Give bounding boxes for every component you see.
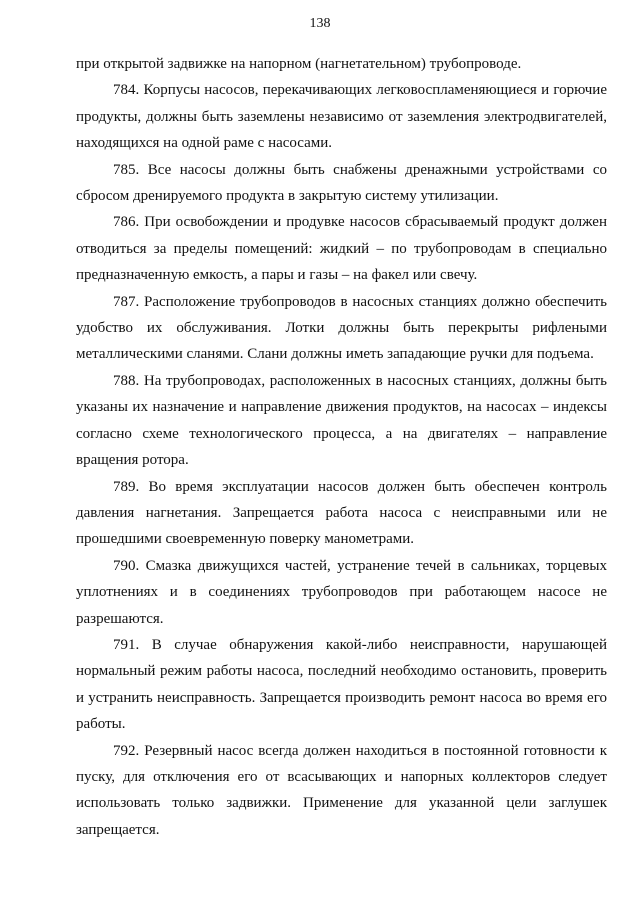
paragraph-continuation: при открытой задвижке на напорном (нагнетательном) трубопроводе. (76, 56, 522, 72)
paragraph-786: 786. При освобождении и продувке насосов сбрасываемый продукт должен отводиться за пределы помещений: жидкий – по трубопроводам в специально предназначенную емкость, а пары и газы – на факел или свечу. (76, 214, 607, 284)
paragraph-791: 791. В случае обнаружения какой-либо неисправности, нарушающей нормальный режим работы насоса, последний необходимо остановить, проверить и устранить неисправность. Запрещается производить ремонт насоса во время его работы. (76, 636, 607, 733)
paragraph-790: 790. Смазка движущихся частей, устранение течей в сальниках, торцевых уплотнениях и в соединениях трубопроводов при работающем насосе не разрешаются. (76, 557, 607, 627)
paragraph-784: 784. Корпусы насосов, перекачивающих легковоспламеняющиеся и горючие продукты, должны быть заземлены независимо от заземления электродвигателей, находящихся на одной раме с насосами. (76, 82, 607, 152)
paragraph-792: 792. Резервный насос всегда должен находиться в постоянной готовности к пуску, для отключения его от всасывающих и напорных коллекторов следует использовать только задвижки. Применение для указанной цели заглушек запрещается. (76, 742, 607, 838)
paragraph-787: 787. Расположение трубопроводов в насосных станциях должно обеспечить удобство их обслуживания. Лотки должны быть перекрыты рифлеными металлическими сланями. Слани должны иметь западающие ручки для подъема. (76, 293, 607, 363)
paragraph-785: 785. Все насосы должны быть снабжены дренажными устройствами со сбросом дренируемого продукта в закрытую систему утилизации. (76, 161, 607, 205)
document-body (76, 51, 607, 843)
page-number: 138 (309, 16, 331, 31)
paragraph-789: 789. Во время эксплуатации насосов должен быть обеспечен контроль давления нагнетания. Запрещается работа насоса с неисправными или не прошедшими своевременную поверку манометрами. (76, 478, 607, 548)
paragraph-788: 788. На трубопроводах, расположенных в насосных станциях, должны быть указаны их назначение и направление движения продуктов, на насосах – индексы согласно схеме технологического процесса, а на двигателях – направление вращения ротора. (76, 372, 607, 469)
